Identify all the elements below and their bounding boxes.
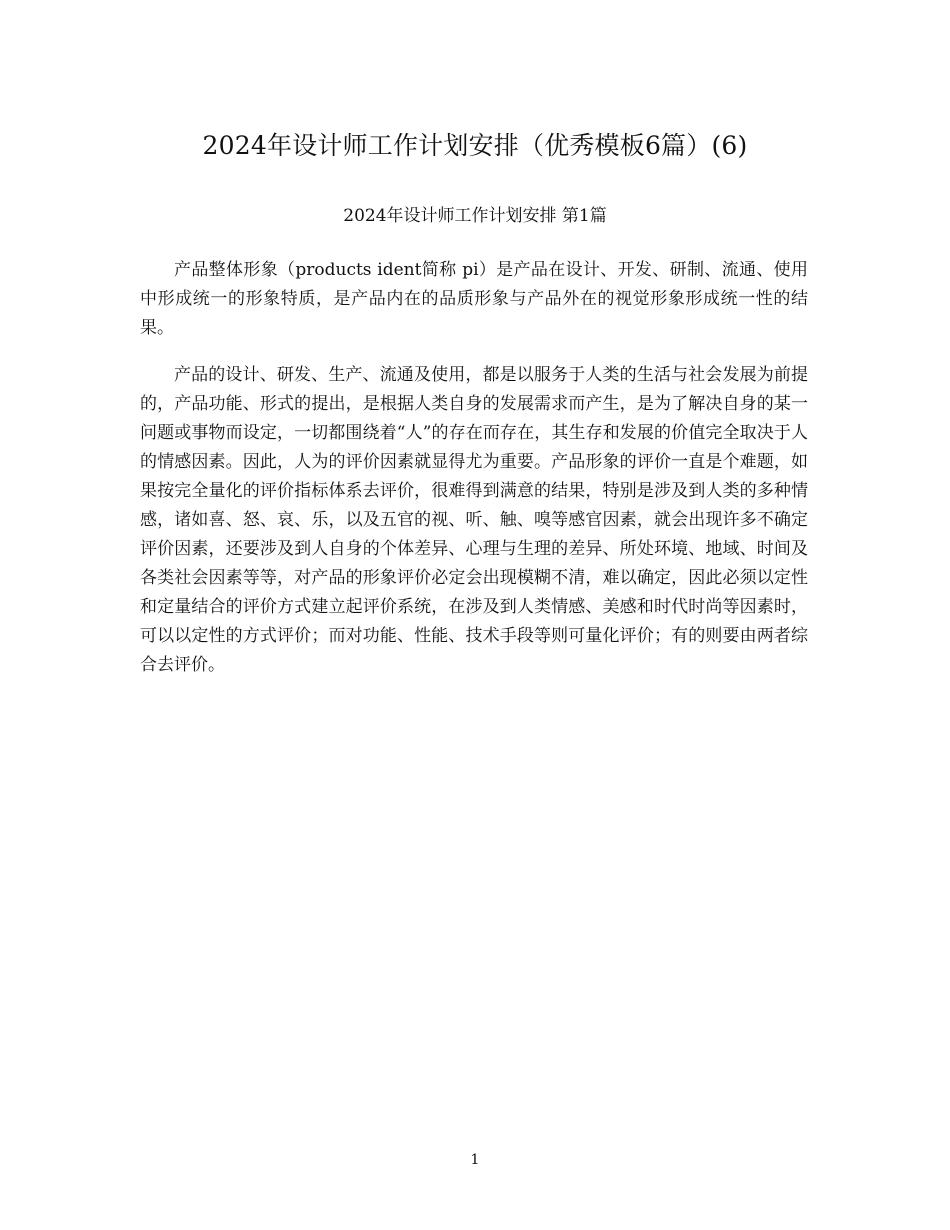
document-body (140, 256, 808, 698)
paragraph: 产品整体形象（products ident简称 pi）是产品在设计、开发、研制、流通、使用中形成统一的形象特质，是产品内在的品质形象与产品外在的视觉形象形成统一性的结果。 (140, 260, 808, 338)
paragraph: 产品的设计、研发、生产、流通及使用，都是以服务于人类的生活与社会发展为前提的，产品功能、形式的提出，是根据人类自身的发展需求而产生，是为了解决自身的某一问题或事物而设定，一切都围绕着“人”的存在而存在，其生存和发展的价值完全取决于人的情感因素。因此，人为的评价因素就显得尤为重要。产品形象的评价一直是个难题，如果按完全量化的评价指标体系去评价，很难得到满意的结果，特别是涉及到人类的多种情感，诸如喜、怒、哀、乐，以及五官的视、听、触、嗅等感官因素，就会出现许多不确定评价因素，还要涉及到人自身的个体差异、心理与生理的差异、所处环境、地域、时间及各类社会因素等等，对产品的形象评价必定会出现模糊不清，难以确定，因此必须以定性和定量结合的评价方式建立起评价系统，在涉及到人类情感、美感和时代时尚等因素时，可以以定性的方式评价；而对功能、性能、技术手段等则可量化评价；有的则要由两者综合去评价。 (140, 365, 808, 675)
section-title: 2024年设计师工作计划安排 第1篇 (343, 206, 607, 226)
document-title: 2024年设计师工作计划安排（优秀模板6篇）(6) (202, 131, 748, 160)
page-number: 1 (470, 1152, 480, 1168)
